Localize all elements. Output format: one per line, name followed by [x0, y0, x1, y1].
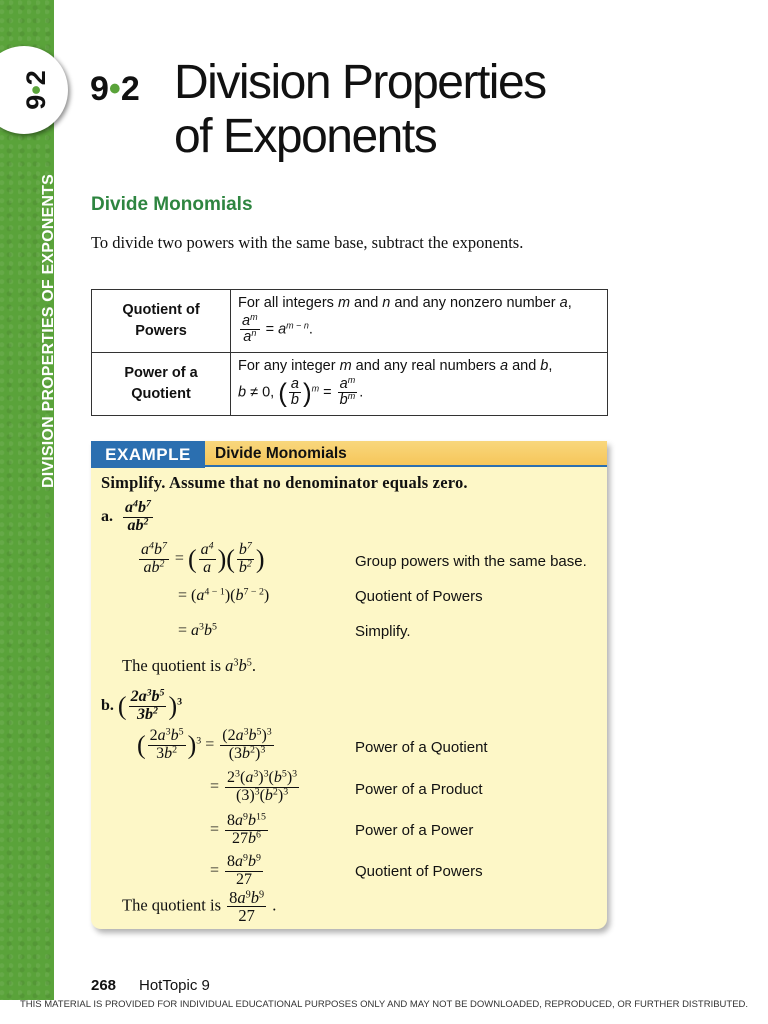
part-b-problem: b. ( $\frac{2a^3b^5}{3b^2}$ )$^3$ — [101, 687, 183, 723]
intro-text: To divide two powers with the same base, subtract the exponents. — [91, 233, 524, 252]
property-name: Quotient of Powers — [92, 290, 231, 353]
part-a-step-2: = $(a^{4 - 1})(b^{7 - 2})$ — [178, 586, 270, 604]
part-a-note-1: Group powers with the same base. — [355, 553, 587, 570]
property-name: Power of a Quotient — [92, 353, 231, 416]
property-description: For all integers m and n and any nonzero number a, $\frac{a^m}{a^n}$ = $a^{m - n}$. — [231, 290, 608, 353]
page-number: 268 — [91, 977, 117, 994]
example-instruction: Simplify. Assume that no denominator equals zero. — [101, 473, 468, 492]
table-row — [92, 353, 608, 416]
part-a-problem: a. $\frac{a^4b^7}{ab^2}$ — [101, 498, 151, 534]
subheading: Divide Monomials — [91, 194, 253, 215]
example-label: EXAMPLE — [91, 441, 205, 468]
part-a-note-3: Simplify. — [355, 623, 411, 640]
part-b-step-4: = $\frac{8a^9b^9}{27}$ — [210, 852, 261, 888]
part-a-step-1: $\frac{a^4b^7}{ab^2}$ = ( $\frac{a^4}{a}$ )( $\frac{b^7}{b^2}$ ) — [141, 540, 265, 576]
section-number: 9•2 — [90, 70, 140, 108]
example-title: Divide Monomials — [215, 445, 347, 462]
part-b-step-1: ( $\frac{2a^3b^5}{3b^2}$ )$^3$ = $\frac{(2a^3b^5)^3}{(3b^2)^3}$ — [137, 726, 272, 762]
part-a-note-2: Quotient of Powers — [355, 588, 483, 605]
part-b-step-3: = $\frac{8a^9b^{15}}{27b^6}$ — [210, 811, 266, 847]
example-box — [91, 441, 607, 929]
section-tab-number: 9 • 2 — [20, 70, 51, 110]
footer-chapter: HotTopic 9 — [139, 977, 210, 994]
disclaimer: THIS MATERIAL IS PROVIDED FOR INDIVIDUAL EDUCATIONAL PURPOSES ONLY AND MAY NOT BE DOWNLOADED, REPRODUCED, OR FURTHER DISTRIBUTED. — [19, 999, 749, 1010]
properties-table — [91, 289, 608, 416]
property-formula: b ≠ 0, ( $\frac{a}{b}$ )$^m$ = $\frac{a^m}{b^m}$ . — [238, 375, 364, 409]
part-b-conclusion: The quotient is $\frac{8a^9b^9}{27}$ . — [122, 888, 277, 926]
sidebar-section-title: DIVISION PROPERTIES OF EXPONENTS — [40, 173, 57, 488]
part-b-note-3: Power of a Power — [355, 822, 474, 839]
part-a-conclusion: The quotient is $a^3b^5$. — [122, 656, 256, 675]
sidebar-band — [0, 0, 54, 1000]
part-b-note-2: Power of a Product — [355, 781, 483, 798]
property-description: For any integer m and any real numbers a and b, b ≠ 0, ( $\frac{a}{b}$ )$^m$ = $\frac{a^m}{b^m}$ . — [231, 353, 608, 416]
part-a-step-3: = $a^3b^5$ — [178, 621, 217, 639]
part-b-note-1: Power of a Quotient — [355, 739, 488, 756]
part-b-note-4: Quotient of Powers — [355, 863, 483, 880]
part-b-step-2: = $\frac{2^3(a^3)^3(b^5)^3}{(3)^3(b^2)^3}$ — [210, 768, 298, 804]
property-formula: $\frac{a^m}{a^n}$ = $a^{m - n}$. — [242, 312, 313, 346]
table-row — [92, 290, 608, 353]
page-title: Division Properties of Exponents — [174, 56, 546, 163]
